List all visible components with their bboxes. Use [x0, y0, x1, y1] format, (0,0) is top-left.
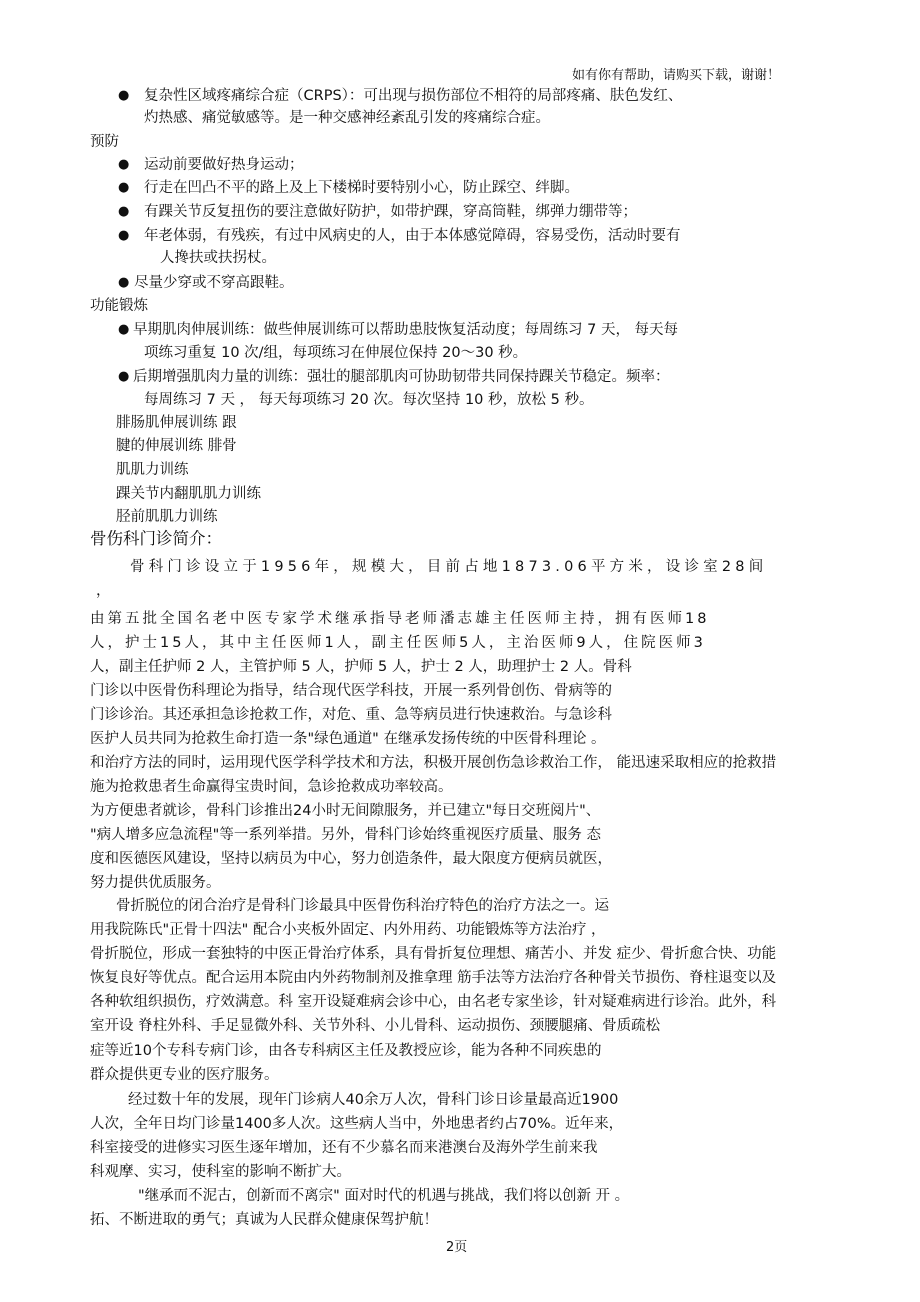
- prevention-item: 年老体弱，有残疾，有过中风病史的人，由于本体感觉障碍，容易受伤，活动时要有: [144, 228, 681, 244]
- intro-line: 骨折脱位的闭合治疗是骨科门诊最具中医骨伤科治疗特色的治疗方法之一。运: [116, 898, 609, 914]
- intro-line: "继承而不泥古，创新而不离宗" 面对时代的机遇与挑战，我们将以创新 开 。: [138, 1188, 630, 1204]
- exercise-list-item: 踝关节内翻肌肌力训练: [116, 486, 261, 502]
- intro-line: 症等近10个专科专病门诊，由各专科病区主任及教授应诊，能为各种不同疾患的: [90, 1043, 602, 1059]
- prevention-heading: 预防: [90, 134, 119, 150]
- intro-line: 室开设 脊柱外科、手足显微外科、关节外科、小儿骨科、运动损伤、颈腰腿痛、骨质疏松: [90, 1018, 661, 1034]
- exercise-heading: 功能锻炼: [90, 298, 148, 314]
- intro-line: 和治疗方法的同时，运用现代医学科学技术和方法，积极开展创伤急诊救治工作， 能迅速采取相应的抢救措: [90, 755, 777, 771]
- intro-line: 骨科门诊设立于1956年，规模大，目前占地1873.06平方米，设诊室28间: [130, 559, 768, 575]
- bullet-icon: ●: [118, 88, 130, 103]
- exercise-list-item: 腱的伸展训练 腓骨: [116, 438, 237, 454]
- intro-line: "病人增多应急流程"等一系列举措。另外，骨科门诊始终重视医疗质量、服务 态: [90, 827, 601, 843]
- early-training-line-1: 早期肌肉伸展训练：做些伸展训练可以帮助患肢恢复活动度；每周练习 7 天， 每天每: [133, 322, 679, 338]
- intro-line: 人，护士15人，其中主任医师1人，副主任医师5人，主治医师9人，住院医师3: [90, 635, 706, 651]
- exercise-list-item: 腓肠肌伸展训练 跟: [116, 415, 237, 431]
- intro-line: ，: [96, 583, 111, 599]
- intro-line: 科观摩、实习，使科室的影响不断扩大。: [90, 1164, 351, 1180]
- bullet-icon: ●: [118, 322, 130, 337]
- intro-line: 恢复良好等优点。配合运用本院由内外药物制剂及推拿理 筋手法等方法治疗各种骨关节损伤、脊柱退变以及: [90, 970, 777, 986]
- late-training-line-2: 每周练习 7 天 ， 每天每项练习 20 次。每次坚持 10 秒，放松 5 秒。: [144, 392, 594, 408]
- intro-line: 科室接受的进修实习医生逐年增加，还有不少慕名而来港澳台及海外学生前来我: [90, 1140, 598, 1156]
- intro-line: 人，副主任护师 2 人，主管护师 5 人，护师 5 人，护士 2 人，助理护士 2 人。骨科: [90, 659, 632, 675]
- exercise-list-item: 肌肌力训练: [116, 462, 189, 478]
- bullet-icon: ●: [118, 204, 130, 219]
- crps-line-1: 复杂性区域疼痛综合症（CRPS）：可出现与损伤部位不相符的局部疼痛、肤色发红、: [144, 88, 683, 104]
- prevention-item: 运动前要做好热身运动；: [144, 157, 304, 173]
- bullet-icon: ●: [118, 275, 130, 290]
- prevention-item-cont: 人搀扶或扶拐杖。: [160, 250, 276, 266]
- intro-line: 医护人员共同为抢救生命打造一条"绿色通道" 在继承发扬传统的中医骨科理论 。: [90, 731, 606, 747]
- intro-line: 拓、不断进取的勇气；真诚为人民群众健康保驾护航！: [90, 1212, 438, 1228]
- prevention-item: 尽量少穿或不穿高跟鞋。: [134, 275, 294, 291]
- early-training-line-2: 项练习重复 10 次/组，每项练习在伸展位保持 20～30 秒。: [144, 345, 528, 361]
- intro-line: 门诊以中医骨伤科理论为指导，结合现代医学科技，开展一系列骨创伤、骨病等的: [90, 683, 612, 699]
- late-training-line-1: 后期增强肌肉力量的训练：强壮的腿部肌肉可协助韧带共同保持踝关节稳定。频率：: [133, 369, 670, 385]
- intro-line: 门诊诊治。其还承担急诊抢救工作，对危、重、急等病员进行快速救治。与急诊科: [90, 707, 612, 723]
- prevention-item: 有踝关节反复扭伤的要注意做好防护，如带护踝，穿高筒鞋，绑弹力绷带等；: [144, 204, 637, 220]
- intro-line: 经过数十年的发展，现年门诊病人40余万人次，骨科门诊日诊量最高近1900: [128, 1092, 619, 1108]
- header-note: 如有你有帮助，请购买下载，谢谢！: [572, 68, 781, 83]
- exercise-list-item: 胫前肌肌力训练: [116, 509, 218, 525]
- intro-heading: 骨伤科门诊简介：: [90, 529, 222, 548]
- bullet-icon: ●: [118, 157, 130, 172]
- intro-line: 用我院陈氏"正骨十四法" 配合小夹板外固定、内外用药、功能锻炼等方法治疗 ，: [90, 922, 606, 938]
- page-number: 2页: [446, 1240, 468, 1255]
- intro-line: 人次，全年日均门诊量1400多人次。这些病人当中，外地患者约占70%。近年来，: [90, 1116, 624, 1132]
- intro-line: 施为抢救患者生命赢得宝贵时间，急诊抢救成功率较高。: [90, 779, 453, 795]
- crps-line-2: 灼热感、痛觉敏感等。是一种交感神经紊乱引发的疼痛综合症。: [144, 110, 550, 126]
- intro-line: 由第五批全国名老中医专家学术继承指导老师潘志雄主任医师主持，拥有医师18: [90, 611, 710, 627]
- bullet-icon: ●: [118, 180, 130, 195]
- intro-line: 各种软组织损伤，疗效满意。科 室开设疑难病会诊中心，由名老专家坐诊，针对疑难病进行诊治。此外，科: [90, 994, 777, 1010]
- bullet-icon: ●: [118, 369, 130, 384]
- intro-line: 度和医德医风建设，坚持以病员为中心，努力创造条件，最大限度方便病员就医，: [90, 851, 612, 867]
- prevention-item: 行走在凹凸不平的路上及上下楼梯时要特别小心，防止踩空、绊脚。: [144, 180, 579, 196]
- intro-line: 为方便患者就诊，骨科门诊推出24小时无间隙服务，并已建立"每日交班阅片"、: [90, 803, 601, 819]
- intro-line: 努力提供优质服务。: [90, 875, 221, 891]
- bullet-icon: ●: [118, 228, 130, 243]
- intro-line: 群众提供更专业的医疗服务。: [90, 1067, 279, 1083]
- intro-line: 骨折脱位，形成一套独特的中医正骨治疗体系，具有骨折复位理想、痛苦小、并发 症少、骨折愈合快、功能: [90, 946, 777, 962]
